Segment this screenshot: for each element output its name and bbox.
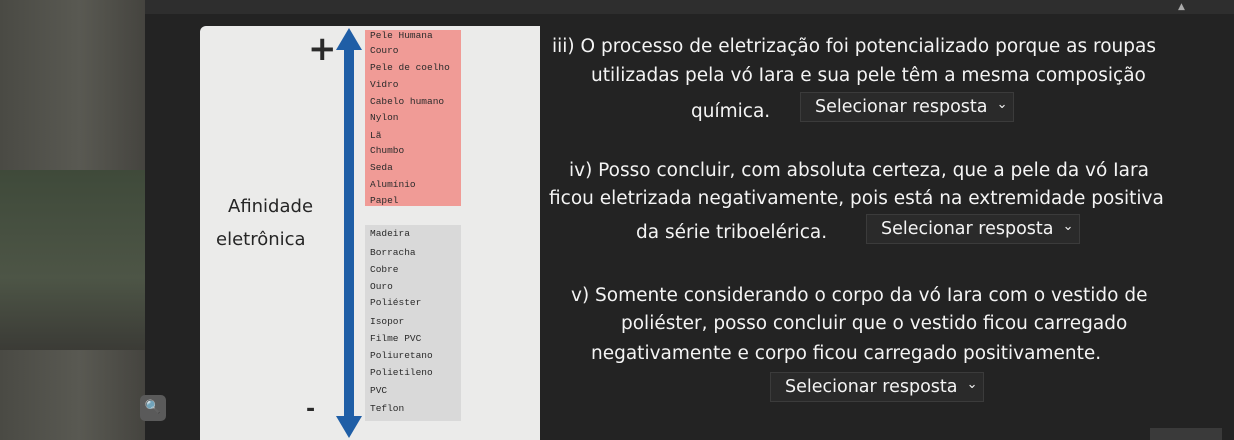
chevron-down-icon: ⌄ bbox=[966, 377, 978, 392]
material-item: Lã bbox=[370, 130, 382, 141]
material-item: Poliuretano bbox=[370, 350, 433, 361]
arrow-down-icon bbox=[336, 416, 362, 438]
plus-sign: + bbox=[308, 29, 337, 69]
top-bar bbox=[145, 0, 1234, 14]
chevron-down-icon: ⌄ bbox=[1062, 219, 1074, 234]
material-item: Couro bbox=[370, 45, 399, 56]
q5-line2: poliéster, posso concluir que o vestido ficou carregado bbox=[621, 313, 1128, 334]
material-item: Papel bbox=[370, 195, 399, 206]
chevron-down-icon: ⌄ bbox=[996, 97, 1008, 112]
bottom-tab bbox=[1150, 428, 1222, 440]
q3-line3: química. bbox=[691, 101, 771, 122]
material-item: Cabelo humano bbox=[370, 96, 445, 107]
material-item: Borracha bbox=[370, 247, 416, 258]
q4-select-label: Selecionar resposta bbox=[881, 219, 1054, 239]
material-item: Madeira bbox=[370, 228, 410, 239]
material-item: PVC bbox=[370, 385, 388, 396]
material-item: Chumbo bbox=[370, 145, 405, 156]
material-item: Cobre bbox=[370, 264, 399, 275]
q3-line1: iii) O processo de eletrização foi potencializado porque as roupas bbox=[552, 36, 1156, 57]
q3-line2: utilizadas pela vó Iara e sua pele têm a mesma composição bbox=[591, 65, 1146, 86]
material-item: Vidro bbox=[370, 79, 399, 90]
material-item: Ouro bbox=[370, 281, 393, 292]
q3-select-label: Selecionar resposta bbox=[815, 97, 988, 117]
axis-label-electronic: eletrônica bbox=[216, 229, 306, 250]
material-item: Pele de coelho bbox=[370, 62, 450, 73]
material-item: Polietileno bbox=[370, 367, 433, 378]
material-item: Teflon bbox=[370, 403, 405, 414]
q5-line3: negativamente e corpo ficou carregado positivamente. bbox=[591, 343, 1102, 364]
q4-line3: da série triboelérica. bbox=[636, 222, 828, 243]
q5-line1: v) Somente considerando o corpo da vó Iara com o vestido de bbox=[571, 285, 1148, 306]
material-item: Nylon bbox=[370, 112, 399, 123]
material-item: Isopor bbox=[370, 316, 405, 327]
material-item: Alumínio bbox=[370, 179, 416, 190]
minus-sign: - bbox=[306, 397, 316, 422]
q4-line1: iv) Posso concluir, com absoluta certeza, que a pele da vó Iara bbox=[569, 160, 1149, 181]
affinity-arrow bbox=[344, 48, 354, 418]
material-item: Pele Humana bbox=[370, 30, 433, 41]
q5-answer-select[interactable] bbox=[770, 372, 984, 402]
material-item: Poliéster bbox=[370, 297, 422, 308]
q5-select-label: Selecionar resposta bbox=[785, 377, 958, 397]
q4-line2: ficou eletrizada negativamente, pois está na extremidade positiva bbox=[549, 188, 1164, 209]
material-item: Seda bbox=[370, 162, 393, 173]
axis-label-affinity: Afinidade bbox=[228, 196, 314, 217]
q3-answer-select[interactable] bbox=[800, 92, 1014, 122]
scroll-up-icon[interactable]: ▲ bbox=[1178, 2, 1185, 12]
search-icon[interactable]: 🔍 bbox=[140, 395, 166, 421]
arrow-up-icon bbox=[336, 28, 362, 50]
q4-answer-select[interactable] bbox=[866, 214, 1080, 244]
material-item: Filme PVC bbox=[370, 333, 422, 344]
background-band bbox=[0, 170, 145, 350]
background-left bbox=[0, 0, 145, 440]
